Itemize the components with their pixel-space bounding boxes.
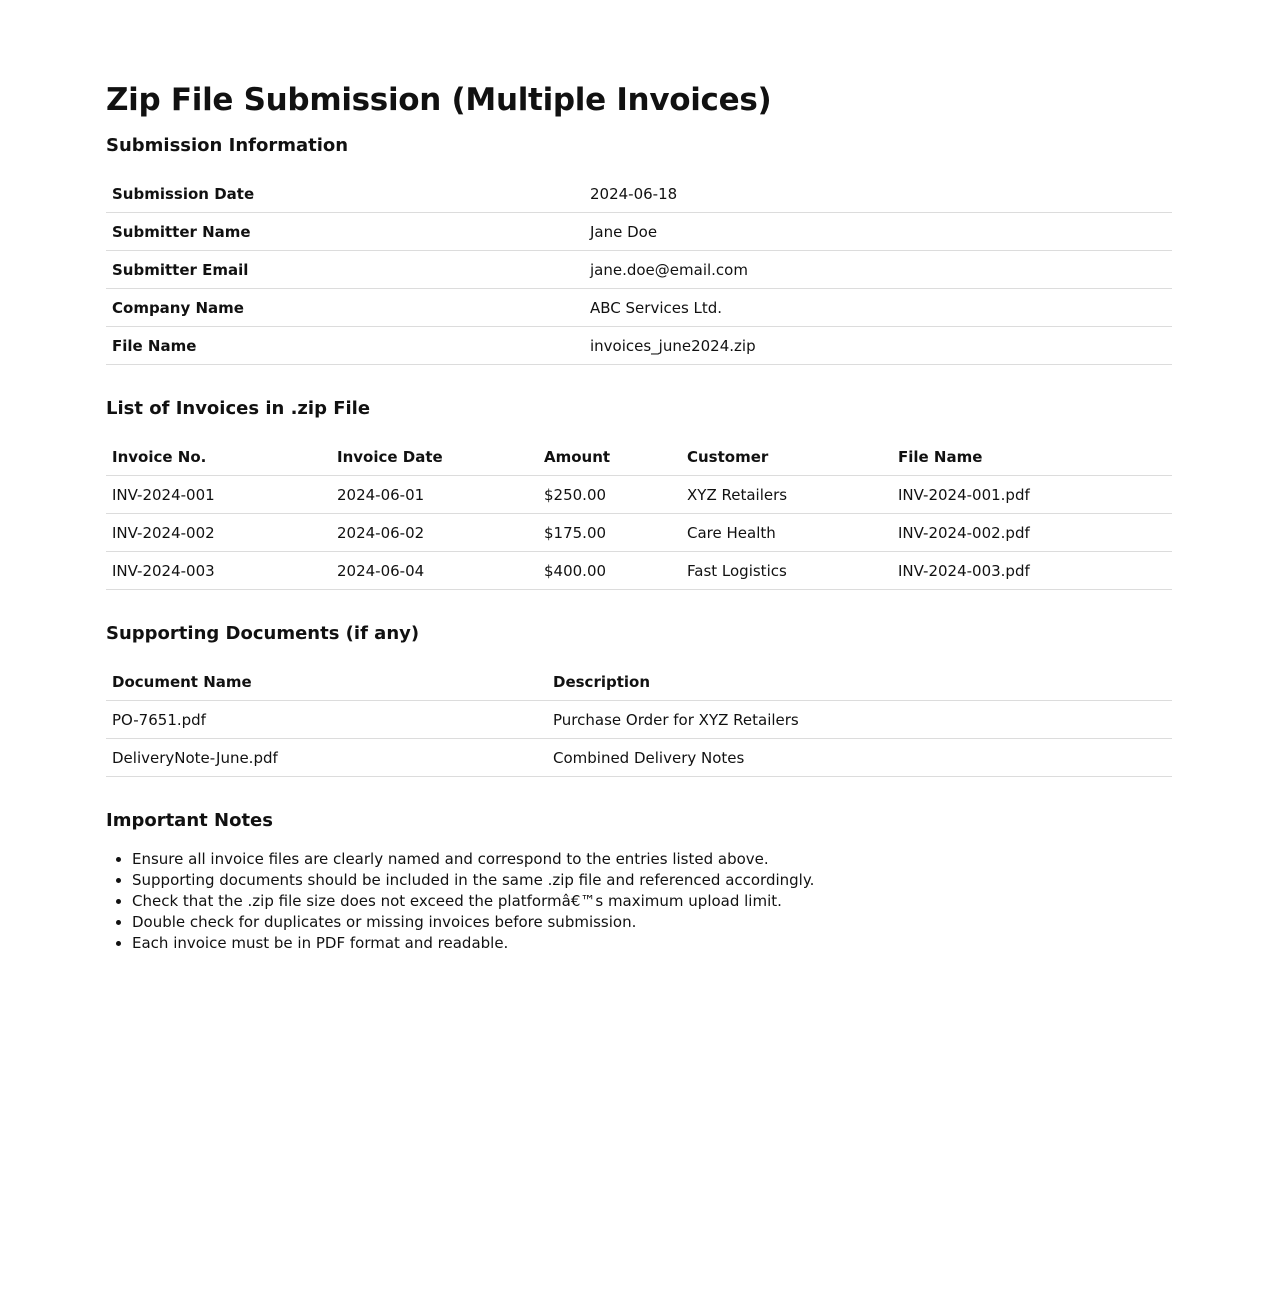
notes-list (106, 849, 1172, 954)
table-header-row (106, 438, 1172, 476)
notes-heading: Important Notes (106, 810, 273, 831)
invoice-date-cell: 2024-06-04 (331, 552, 538, 590)
description-cell: Purchase Order for XYZ Retailers (547, 701, 1172, 739)
list-item: • Ensure all invoice files are clearly named and correspond to the entries listed above. (132, 849, 1172, 870)
submission-info-table (106, 175, 1172, 365)
invoices-heading: List of Invoices in .zip File (106, 398, 371, 419)
description-cell: Combined Delivery Notes (547, 739, 1172, 777)
table-header-row (106, 663, 1172, 701)
submitter-email-label: Submitter Email (106, 251, 584, 289)
column-header-invoice-date: Invoice Date (331, 438, 538, 476)
invoice-no-cell: INV-2024-001 (106, 476, 331, 514)
table-row (106, 213, 1172, 251)
amount-cell: $400.00 (538, 552, 681, 590)
page-title: Zip File Submission (Multiple Invoices) (106, 82, 772, 118)
table-row (106, 552, 1172, 590)
document-name-cell: PO-7651.pdf (106, 701, 547, 739)
file-name-cell: INV-2024-001.pdf (892, 476, 1172, 514)
column-header-amount: Amount (538, 438, 681, 476)
submitter-name-label: Submitter Name (106, 213, 584, 251)
table-row (106, 701, 1172, 739)
company-name-label: Company Name (106, 289, 584, 327)
list-item: • Double check for duplicates or missing invoices before submission. (132, 912, 1172, 933)
submission-date-value: 2024-06-18 (584, 175, 1172, 213)
customer-cell: Care Health (681, 514, 892, 552)
customer-cell: XYZ Retailers (681, 476, 892, 514)
document-name-cell: DeliveryNote-June.pdf (106, 739, 547, 777)
file-name-cell: INV-2024-003.pdf (892, 552, 1172, 590)
submission-date-label: Submission Date (106, 175, 584, 213)
column-header-description: Description (547, 663, 1172, 701)
list-item: • Each invoice must be in PDF format and readable. (132, 933, 1172, 954)
invoice-no-cell: INV-2024-002 (106, 514, 331, 552)
table-row (106, 175, 1172, 213)
file-name-cell: INV-2024-002.pdf (892, 514, 1172, 552)
invoice-date-cell: 2024-06-01 (331, 476, 538, 514)
table-row (106, 251, 1172, 289)
table-row (106, 739, 1172, 777)
file-name-value: invoices_june2024.zip (584, 327, 1172, 365)
file-name-label: File Name (106, 327, 584, 365)
column-header-document-name: Document Name (106, 663, 547, 701)
amount-cell: $250.00 (538, 476, 681, 514)
company-name-value: ABC Services Ltd. (584, 289, 1172, 327)
table-row (106, 476, 1172, 514)
amount-cell: $175.00 (538, 514, 681, 552)
table-row (106, 327, 1172, 365)
supporting-docs-table (106, 663, 1172, 777)
column-header-customer: Customer (681, 438, 892, 476)
invoice-no-cell: INV-2024-003 (106, 552, 331, 590)
table-row (106, 514, 1172, 552)
list-item: • Check that the .zip file size does not exceed the platformâ€™s maximum upload limit. (132, 891, 1172, 912)
invoice-date-cell: 2024-06-02 (331, 514, 538, 552)
customer-cell: Fast Logistics (681, 552, 892, 590)
table-row (106, 289, 1172, 327)
invoices-table (106, 438, 1172, 590)
list-item: • Supporting documents should be included in the same .zip file and referenced accordingly. (132, 870, 1172, 891)
supporting-docs-heading: Supporting Documents (if any) (106, 623, 420, 644)
submitter-email-value: jane.doe@email.com (584, 251, 1172, 289)
column-header-invoice-no: Invoice No. (106, 438, 331, 476)
submission-info-heading: Submission Information (106, 135, 349, 156)
column-header-file-name: File Name (892, 438, 1172, 476)
submitter-name-value: Jane Doe (584, 213, 1172, 251)
